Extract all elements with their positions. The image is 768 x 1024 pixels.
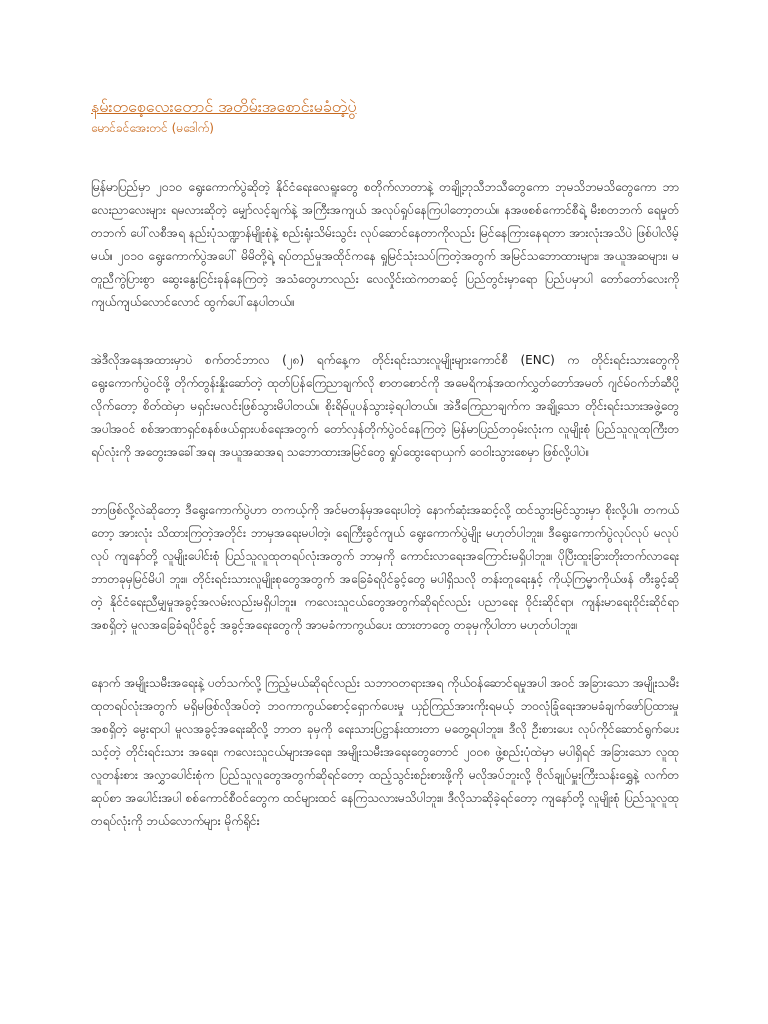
paragraph-1: မြန်မာပြည်မှာ ၂၀၁၀ ရွေးကောက်ပွဲဆိုတဲ့ နိုင်ငံရေးလေရူးတွေ စတိုက်လာတာနဲ့ တချို့ဘုသီဘသီတွေကော ဘုမသိဘမသိတွေကော ဘာလေးညာလေးများ ရမလားဆိုတဲ့ မျှော်လင့်ချက်နဲ့ အကြီးအကျယ် အလုပ်ရှုပ်နေကြပါတော့တယ်။ နအဖစစ်ကောင်စီရဲ့ မီးစတဘက် ရေမှုတ်တဘက် ပေါ်လစီအရ နည်းပုံသဏ္ဍာန်မျိုးစုံနဲ့ စည်းရုံးသိမ်းသွင်း လုပ်ဆောင်နေတာကိုလည်း မြင်နေကြားနေရတာ အားလုံးအသိပဲ ဖြစ်ပါလိမ့်မယ်။ ၂၀၁၀ ရွေးကောက်ပွဲအပေါ် မိမိတို့ရဲ့ ရပ်တည်မှုအထိုင်ကနေ ရှုမြင်သုံးသပ်ကြတဲ့အတွက် အမြင်သဘောထားများ၊ အယူအဆများ၊ မတူညီကွဲပြားစွာ ဆွေးနွေးငြင်းခုန်နေကြတဲ့ အသံတွေဟာလည်း လေလှိုင်းထဲကတဆင့် ပြည်တွင်းမှာရော ပြည်ပမှာပါ တော်တော်လေးကို ကျယ်ကျယ်လောင်လောင် ထွက်ပေါ်နေပါတယ်။: [91, 180, 679, 309]
document-author: မောင်ခင်အေးတင် (မဒေါက်): [91, 121, 214, 135]
paragraph-2: အဲဒီလိုအနေအထားမှာပဲ စက်တင်ဘာလ (၂၈) ရက်နေ့က တိုင်းရင်းသားလူမျိုးများကောင်စီ (ENC) က တိုင်းရင်းသားတွေကို ရွေးကောက်ပွဲဝင်ဖို့ တိုက်တွန်းနှိုးဆော်တဲ့ ထုတ်ပြန်ကြေညာချက်လို စာတစောင်ကို အမေရိကန်အထက်လွှတ်တော်အမတ် ဂျင်မ်ဝက်ဘ်ဆီပို့လိုက်တော့ စိတ်ထဲမှာ မရှင်းမလင်းဖြစ်သွားမိပါတယ်။ စိုးရိမ်ပူပန်သွားခဲ့ရပါတယ်။ အဲဒီကြေညာချက်က အချို့သော တိုင်းရင်းသားအဖွဲ့တွေအပါအဝင် စစ်အာဏာရှင်စနစ်ဖယ်ရှားပစ်ရေးအတွက် တော်လှန်တိုက်ပွဲဝင်နေကြတဲ့ မြန်မာပြည်တဝှမ်းလုံးက လူမျိုးစုံ ပြည်သူလူထုကြီးတရပ်လုံးကို အတွေးအခေါ်အရ၊ အယူအဆအရ သဘောထားအမြင်တွေ ရှုပ်ထွေးရောယှက် ဝေဝါးသွားစေမှာ ဖြစ်လို့ပါပဲ။: [91, 353, 679, 459]
document-page: [91, 96, 679, 868]
document-title: နမ်းတစေ့လေးတောင် အတိမ်းအစောင်းမခံတဲ့ပွဲ: [91, 97, 357, 116]
paragraph-4: နောက် အမျိုးသမီးအရေးနဲ့ ပတ်သက်လို့ ကြည့်မယ်ဆိုရင်လည်း သဘာဝတရားအရ ကိုယ်ဝန်ဆောင်ရမှုအပါ အဝင် အခြားသော အမျိုးသမီးထုတရပ်လုံးအတွက် မရှိမဖြစ်လိုအပ်တဲ့ ဘဝကာကွယ်စောင့်ရှောက်ပေးမှု ယှဉ်ကြည်အားကိုးရမယ့် ဘဝလုံခြုံရေးအာမခံချက်ဖော်ပြထားမှု အစရှိတဲ့ မွေးရာပါ မူလအခွင့်အရေးဆိုလို့ ဘာတ ခုမှကို ရေးသားပြဋ္ဌာန်းထားတာ မတွေ့ရပါဘူး။ ဒီလို ဦးစားပေး လုပ်ကိုင်ဆောင်ရွက်ပေးသင့်တဲ့ တိုင်းရင်းသား အရေး၊ ကလေးသူငယ်များအရေး၊ အမျိုးသမီးအရေးတွေတောင် ၂၀၀၈ ဖွဲ့စည်းပုံထဲမှာ မပါရှိရင် အခြားသော လူထုလူတန်းစား အလွှာပေါင်းစုံက ပြည်သူလူတွေအတွက်ဆိုရင်တော့ ထည့်သွင်းစဉ်းစားဖို့ကို မလိုအပ်ဘူးလို့ ဗိုလ်ချုပ်မှူးကြီးသန်းရွှေနဲ့ လက်တဆုပ်စာ အပေါင်းအပါ စစ်ကောင်စီဝင်တွေက ထင်များထင် နေကြသလားမသိပါဘူး။ ဒီလိုသာဆိုခဲ့ရင်တော့ ကျနော်တို့ လူမျိုးစုံ ပြည်သူလူထုတရပ်လုံးကို ဘယ်လောက်များ မိုက်ရိုင်း: [91, 676, 679, 828]
paragraph-3: ဘာဖြစ်လို့လဲဆိုတော့ ဒီရွေးကောက်ပွဲဟာ တကယ့်ကို အင်မတန်မှအရေးပါတဲ့ နောက်ဆုံးအဆင့်လို့ ထင်သွားမြင်သွားမှာ စိုးလို့ပါ။ တကယ်တော့ အားလုံး သိထားကြတဲ့အတိုင်း ဘာမှအရေးမပါတဲ့၊ ရေကြီးခွင်ကျယ် ရွေးကောက်ပွဲမျိုး မဟုတ်ပါဘူး။ ဒီရွေးကောက်ပွဲလုပ်လုပ် မလုပ်လုပ် ကျနော်တို့ လူမျိုးပေါင်းစုံ ပြည်သူလူထုတရပ်လုံးအတွက် ဘာမှကို ကောင်းလာရေးအကြောင်းမရှိပါဘူး။ ပိုပြီးထူးခြားတိုးတက်လာရေး ဘာတခုမှမြင်မိပါ ဘူး။ တိုင်းရင်းသားလူမျိုးစုတွေအတွက် အခြေခံရပိုင်ခွင့်တွေ မပါရှိသလို တန်းတူရေးနှင့် ကိုယ့်ကြမ္မာကိုယ်ဖန် တီးခွင့်ဆိုတဲ့ နိုင်ငံရေးညီမျှမှုအခွင့်အလမ်းလည်းမရှိပါဘူး။ ကလေးသူငယ်တွေအတွက်ဆိုရင်လည်း ပညာရေး ဝိုင်းဆိုင်ရာ၊ ကျန်းမာရေးဝိုင်းဆိုင်ရာ အစရှိတဲ့ မူလအခြေခံရပိုင်ခွင့် အခွင့်အရေးတွေကို အာမခံကာကွယ်ပေး ထားတာတွေ တခုမှကိုပါတာ မဟုတ်ပါဘူး။: [91, 503, 679, 632]
